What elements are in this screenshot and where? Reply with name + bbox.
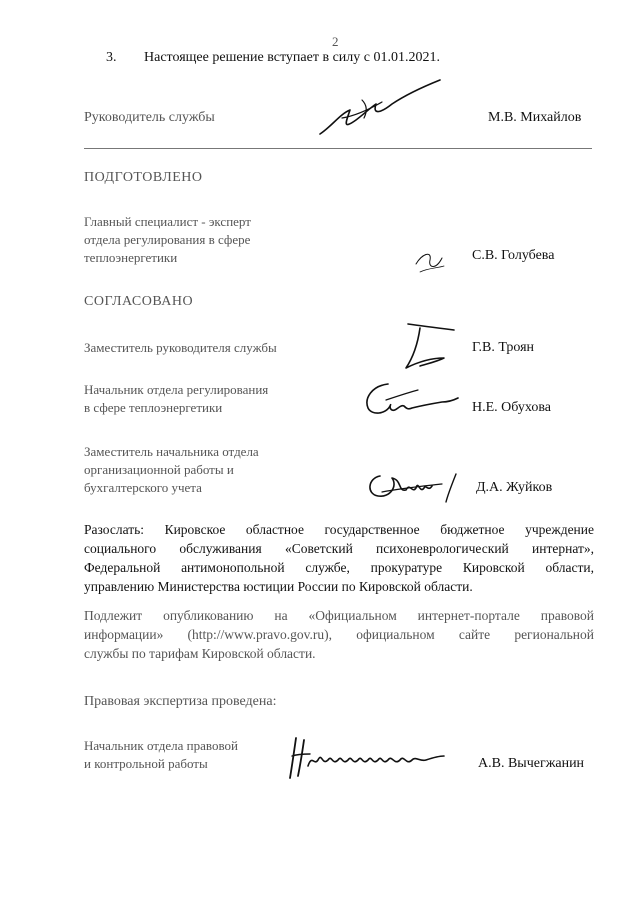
publication-line: информации» (http://www.pravo.gov.ru), официальном сайте региональной bbox=[84, 627, 594, 642]
prepared-position-line: теплоэнергетики bbox=[84, 250, 178, 265]
prepared-position-line: отдела регулирования в сфере bbox=[84, 232, 251, 247]
prepared-name: С.В. Голубева bbox=[472, 248, 555, 263]
regulation-head-signature bbox=[358, 378, 462, 422]
agreed-position-line: бухгалтерского учета bbox=[84, 480, 202, 495]
publication-paragraph bbox=[84, 606, 594, 663]
agreed-name: Н.Е. Обухова bbox=[472, 400, 551, 415]
agreed-position-line: в сфере теплоэнергетики bbox=[84, 400, 223, 415]
agreed-position-line: Начальник отдела регулирования bbox=[84, 382, 269, 397]
head-position: Руководитель службы bbox=[84, 110, 215, 125]
legal-head-signature bbox=[282, 732, 454, 782]
legal-review-text: Правовая экспертиза проведена: bbox=[84, 694, 277, 709]
clause-number: 3. bbox=[106, 50, 117, 65]
divider-line bbox=[84, 148, 592, 149]
agreed-name: Д.А. Жуйков bbox=[476, 480, 553, 495]
agreed-position-line: Заместитель руководителя службы bbox=[84, 340, 277, 355]
distribution-paragraph bbox=[84, 520, 594, 596]
legal-position-line: и контрольной работы bbox=[84, 756, 208, 771]
agreed-position-line: Заместитель начальника отдела bbox=[84, 444, 259, 459]
publication-line: службы по тарифам Кировской области. bbox=[84, 646, 316, 661]
agreed-heading: СОГЛАСОВАНО bbox=[84, 294, 194, 309]
legal-position-line: Начальник отдела правовой bbox=[84, 738, 238, 753]
distribution-line: Федеральной антимонопольной службе, прокуратуре Кировской области, bbox=[84, 560, 594, 575]
prepared-position-line: Главный специалист - эксперт bbox=[84, 214, 251, 229]
prepared-signature bbox=[410, 244, 450, 278]
prepared-heading: ПОДГОТОВЛЕНО bbox=[84, 170, 203, 185]
accounting-deputy-signature bbox=[362, 466, 474, 506]
deputy-head-signature bbox=[398, 316, 468, 376]
head-name: М.В. Михайлов bbox=[488, 110, 582, 125]
agreed-name: Г.В. Троян bbox=[472, 340, 535, 355]
distribution-line: управлению Министерства юстиции России по Кировской области. bbox=[84, 579, 473, 594]
distribution-line: Разослать: Кировское областное государственное бюджетное учреждение bbox=[84, 522, 594, 537]
agreed-position-line: организационной работы и bbox=[84, 462, 234, 477]
legal-name: А.В. Вычегжанин bbox=[478, 756, 585, 771]
head-signature bbox=[312, 74, 452, 144]
publication-line: Подлежит опубликованию на «Официальном интернет-портале правовой bbox=[84, 608, 594, 623]
clause-text: Настоящее решение вступает в силу с 01.01.2021. bbox=[144, 50, 440, 65]
page-number: 2 bbox=[332, 34, 339, 49]
distribution-line: социального обслуживания «Советский психоневрологический интернат», bbox=[84, 541, 594, 556]
